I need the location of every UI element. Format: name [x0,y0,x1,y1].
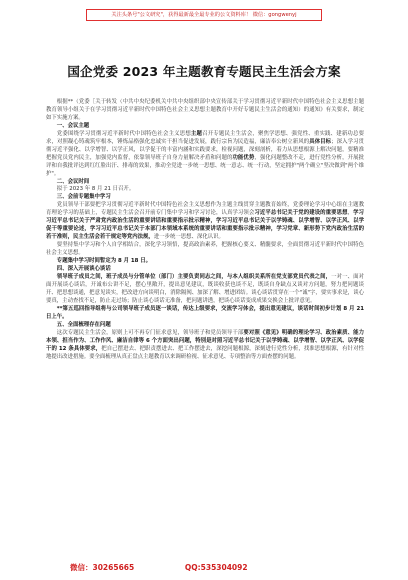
emphasis-text: 学习习近平总书记关于严肃党内政治生活的重要讲话和重要指示批示精神，学习习近平总书记关于以学铸魂、以学增智、以学正风、以学促干等重要论述， [46,210,364,233]
emphasis-text: 学习习近平总书记关于本部门本领域本系统的重要讲话和重要指示批示精神，学习党章、新形势下党内政治生活的若干准则，民主生活会若干规定等党内法规， [46,226,364,241]
body-paragraph [46,99,364,123]
paragraph-text: 进一步统一思想、深化认识。 [153,234,224,241]
paragraph-text: 党委围绕学习贯彻习近平新时代中国特色社会主义思想 [56,130,191,137]
emphasis-text: 习近平总书记关于党的建设的重要思想 [254,210,348,217]
document-title: 国企党委 2023 年主题教育专题民主生活会方案 [67,64,341,79]
body-paragraph [46,258,364,266]
paragraph-text: 四、深入开展谈心谈话 [56,266,111,273]
section-heading [46,123,364,131]
body-paragraph [46,202,364,242]
paragraph-text: 这次专题民主生活会，原则上可不再专门征求意见，领导班子和党员领导干部 [56,329,244,336]
body-paragraph [46,330,364,362]
paragraph-text: 根据**（党委［关于转发（中共中央纪委机关中共中央组织部中央宣传部关于学习贯彻习近平新时代中国特色社会主义思想主题教育领导小组关于在学习贯彻习近平新时代中国特色社会主义思想主题教育中开好专题民主生活会的通知）的通知》有关要求，制定如下实施方案。 [46,99,364,121]
paragraph-text: 党员领导干部要把学习贯彻习近平新时代中国特色社会主义思想作为主题主线贯穿主题教育始终，党委理论学习中心组在主题教育理论学习的基础上，专题民主生活会召开前专门集中学习和学习讨论，认真学习领会 [46,202,364,217]
paragraph-text: 三、会前专题集中学习 [56,194,111,201]
document-body [46,99,364,361]
qq-contact: QQ:535304092 [184,563,248,572]
promo-banner: 关注头条号"公文研究"，获得最新最全最专业的公文资料库！ 微信：gongwenyj [86,9,322,21]
paragraph-text: 拟于 2023 年 8 月 21 日召开。 [56,186,135,193]
paragraph-text: 把自己摆进去、把职责摆进去、把工作摆进去，深挖问题根源，深刻进行党性分析，找准思想根源，有针对性地提出改进措施。要全面梳理从真正盘点主题教育以来调研检视、征求意见、专项整治等方面查摆的问题。 [46,345,364,360]
emphasis-text: 要对照《意见》明确的理论学习、政治素质、能力本领、担当作为、工作作风、廉洁自律等 6 个方面突出问题，特别是对照习近平总书记关于以学铸魂、以学增智、以学正风、以学促干的 12 条具体要求， [46,329,364,352]
paragraph-text: 召开专题民主生活会，聚焦学思想、强党性、重实践、建新功总要求，对照凝心铸魂筑牢根本，锤炼品格强化忠诚实干担当促进发展，践行宗旨为民造福，廉洁奉公树立新风的 [46,130,364,145]
emphasis-text: 功能优势 [232,154,255,161]
emphasis-text: 具体目标 [309,138,332,145]
body-paragraph [46,306,364,322]
body-paragraph [46,242,364,258]
emphasis-text: 专题集中学习时间暂定为 8 月 18 日。 [56,258,152,265]
paragraph-text: 二、会议时间 [56,178,90,185]
paragraph-text: 五、全面梳理存在问题 [56,321,111,328]
body-paragraph [46,274,364,306]
section-heading [46,266,364,274]
section-heading [46,322,364,330]
wechat-contact: 微信：30265665 [70,563,135,572]
paragraph-text: 一、会议主题 [56,122,90,129]
body-paragraph [46,131,364,179]
paragraph-text: 要坚持集中学习和个人自学相结合，深化学习领悟，提高政治素养，把握核心要义、精髓要求，全面贯彻习近平新时代中国特色社会主义思想。 [46,242,364,257]
paragraph-text: ， [347,210,354,217]
paragraph-text: ，强化问题整改不走，进行党性分析，开展批评和自我批评达到红红脸出汗、排毒的效果，推动全党进一步统一思想、统一意志、统一行动，坚定拥护"两个确立"坚决做到"两个维护"。 [46,154,364,177]
emphasis-text: **第五巡回指导组将与公司领导班子成员逐一谈话，传达上级要求，交流学习体会，提出意见建议，谈话时间初步计划 8 月 21 日上午。 [46,305,364,320]
emphasis-text: 主题 [190,130,203,137]
contact-footer [70,562,350,573]
paragraph-text: ；深入学习贯彻习近平强化、以学增智、以学正风，以学促干的丰富内涵和实践要求，检视问题，深刻剖析，着力从思想根源上解决问题，要精准把握党员党内民主，加强党内监督，依靠领导班子自身力量解决矛盾和问题的 [46,138,364,161]
paragraph-text: 一对一、面对面开展谈心谈话，开诚布公讲不足，摆心里敞开，提出意见建议，既谈收获也谈不足，既谈自身缺点又谈对方问题，努力把问题谈开、把思想谈通，把意见谈实，把改进方向谈明白，消除隔阂、加深了解、增进团结。谈心谈话贯穿在一个"诚"字，要实事求是，谈心要真，主动查找不足，防止走过场；防止谈心谈话无准备，把问题讲透，把谈心谈话变成成果交换会上批评意见。 [46,273,364,304]
emphasis-text: 领导班子成员之间，班子成员与分管单位（部门）主要负责同志之间，与本人组织关系所在党支部党员代表之间， [56,273,332,280]
